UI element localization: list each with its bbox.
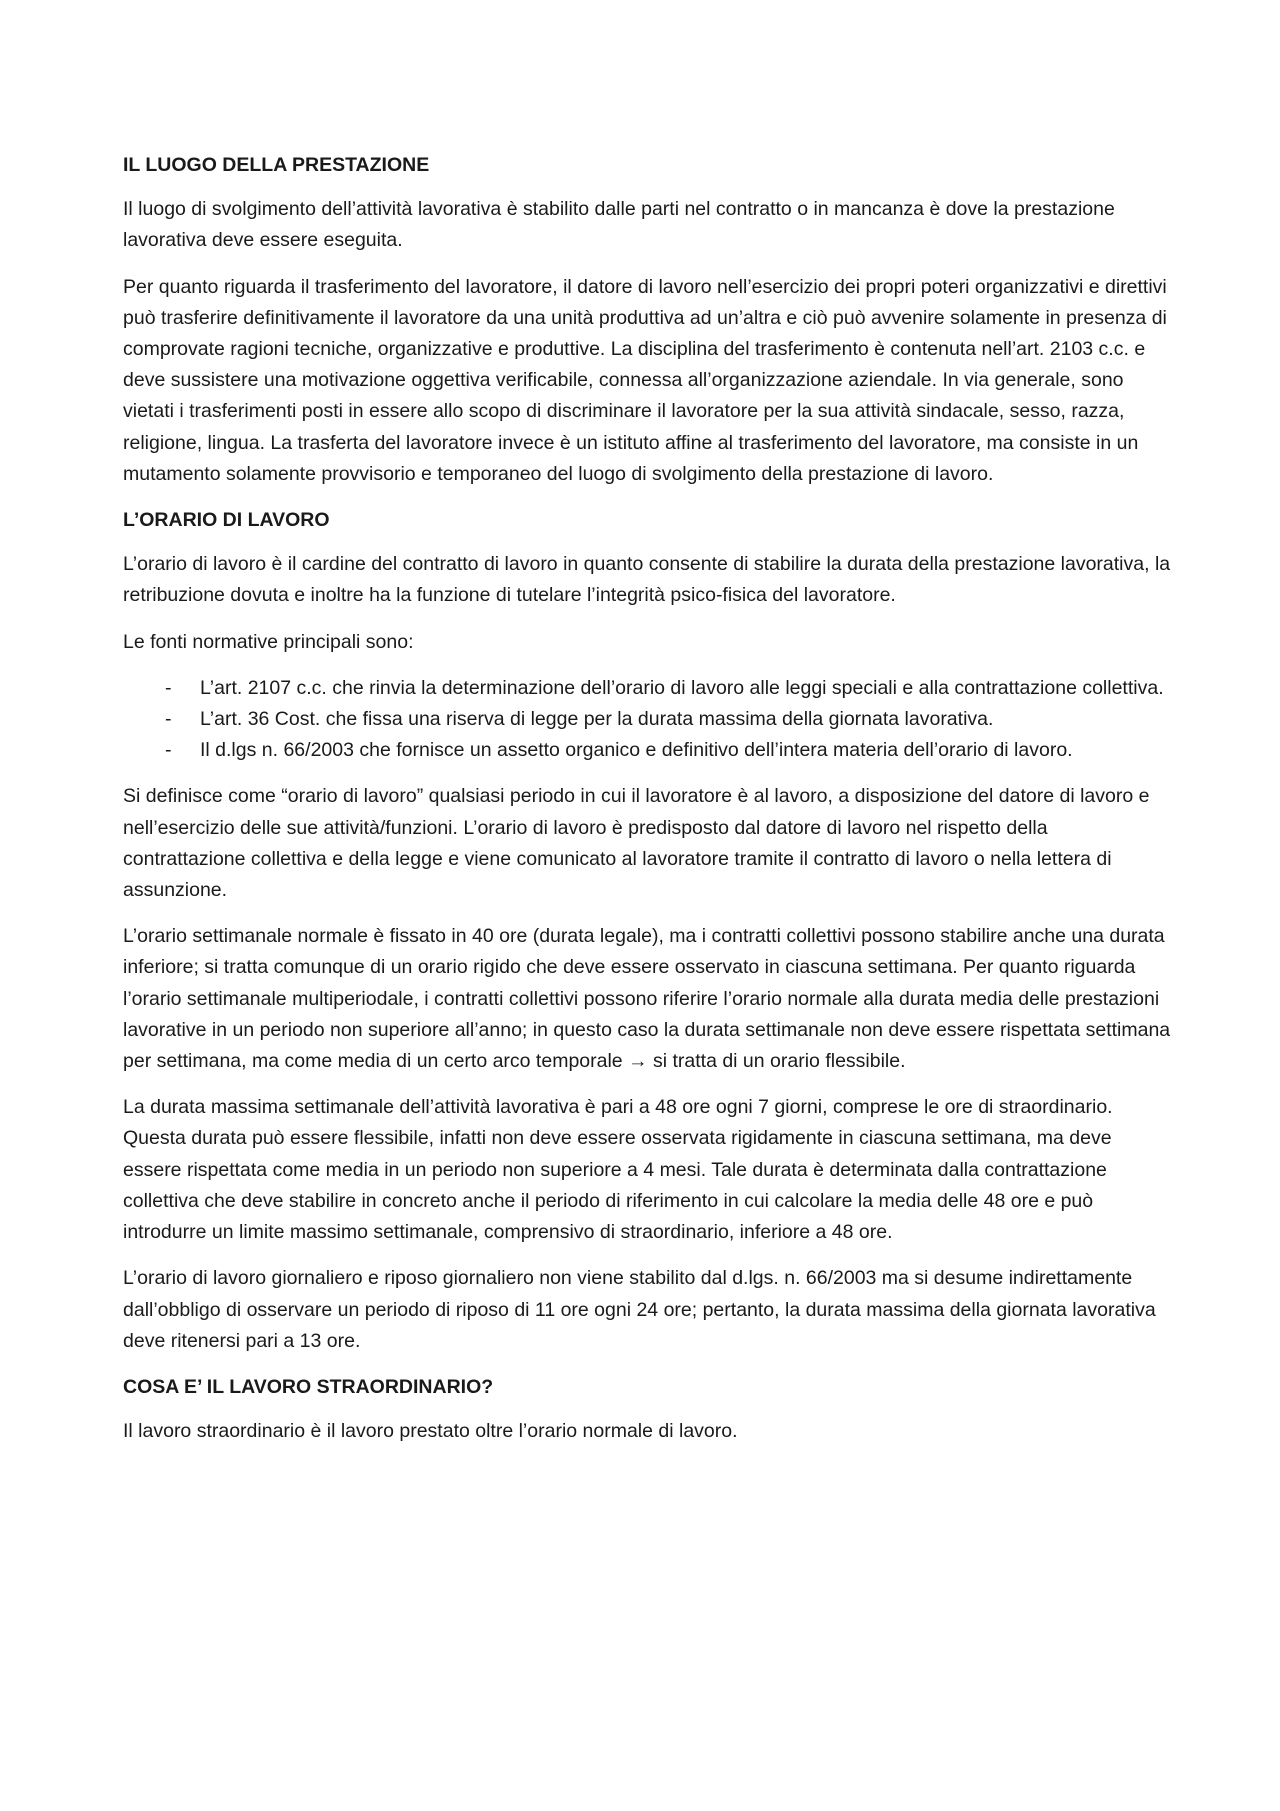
list-item-text: L’art. 2107 c.c. che rinvia la determinazione dell’orario di lavoro alle leggi speciali e alla contrattazione collettiva.	[200, 676, 1164, 699]
list-item	[123, 735, 1173, 766]
list-dash: -	[165, 739, 172, 762]
list-item-text: L’art. 36 Cost. che fissa una riserva di legge per la durata massima della giornata lavorativa.	[200, 708, 994, 731]
paragraph: Per quanto riguarda il trasferimento del lavoratore, il datore di lavoro nell’esercizio dei propri poteri organizzativi e direttivi può trasferire definitivamente il lavoratore da una unità produttiva ad un’altra e ciò può avvenire solamente in presenza di comprovate ragioni tecniche, organizzative e produttive. La disciplina del trasferimento è contenuta nell’art. 2103 c.c. e deve sussistere una motivazione oggettiva verificabile, connessa all’organizzazione aziendale. In via generale, sono vietati i trasferimenti posti in essere allo scopo di discriminare il lavoratore per la sua attività sindacale, sesso, razza, religione, lingua. La trasferta del lavoratore invece è un istituto affine al trasferimento del lavoratore, ma consiste in un mutamento solamente provvisorio e temporaneo del luogo di svolgimento della prestazione di lavoro.	[123, 275, 1167, 485]
paragraph: Il lavoro straordinario è il lavoro prestato oltre l’orario normale di lavoro.	[123, 1420, 738, 1443]
section-heading-straordinario: COSA E’ IL LAVORO STRAORDINARIO?	[123, 1375, 494, 1398]
paragraph: Le fonti normative principali sono:	[123, 630, 414, 653]
sources-list	[123, 673, 1173, 767]
list-dash: -	[165, 676, 172, 699]
paragraph: Si definisce come “orario di lavoro” qualsiasi periodo in cui il lavoratore è al lavoro, a disposizione del datore di lavoro e nell’esercizio delle sue attività/funzioni. L’orario di lavoro è predisposto dal datore di lavoro nel rispetto della contrattazione collettiva e della legge e viene comunicato al lavoratore tramite il contratto di lavoro o nella lettera di assunzione.	[123, 785, 1150, 902]
paragraph: La durata massima settimanale dell’attività lavorativa è pari a 48 ore ogni 7 giorni, comprese le ore di straordinario. Questa durata può essere flessibile, infatti non deve essere osservata rigidamente in ciascuna settimana, ma deve essere rispettata come media in un periodo non superiore a 4 mesi. Tale durata è determinata dalla contrattazione collettiva che deve stabilire in concreto anche il periodo di riferimento in cui calcolare la media delle 48 ore e può introdurre un limite massimo settimanale, comprensivo di straordinario, inferiore a 48 ore.	[123, 1096, 1113, 1244]
section-heading-orario: L’ORARIO DI LAVORO	[123, 509, 330, 532]
list-item	[123, 704, 1173, 735]
list-item-text: Il d.lgs n. 66/2003 che fornisce un assetto organico e definitivo dell’intera materia dell’orario di lavoro.	[200, 739, 1073, 762]
paragraph: Il luogo di svolgimento dell’attività lavorativa è stabilito dalle parti nel contratto o in mancanza è dove la prestazione lavorativa deve essere eseguita.	[123, 198, 1115, 252]
list-item	[123, 673, 1173, 704]
paragraph: L’orario settimanale normale è fissato in 40 ore (durata legale), ma i contratti collettivi possono stabilire anche una durata inferiore; si tratta comunque di un orario rigido che deve essere osservato in ciascuna settimana. Per quanto riguarda l’orario settimanale multiperiodale, i contratti collettivi possono riferire l’orario normale alla durata media delle prestazioni lavorative in un periodo non superiore all’anno; in questo caso la durata settimanale non deve essere rispettata settimana per settimana, ma come media di un certo arco temporale → si tratta di un orario flessibile.	[123, 925, 1171, 1073]
document-page	[123, 150, 1173, 1462]
paragraph: L’orario di lavoro è il cardine del contratto di lavoro in quanto consente di stabilire la durata della prestazione lavorativa, la retribuzione dovuta e inoltre ha la funzione di tutelare l’integrità psico-fisica del lavoratore.	[123, 553, 1171, 607]
section-heading-luogo: IL LUOGO DELLA PRESTAZIONE	[123, 154, 430, 176]
paragraph: L’orario di lavoro giornaliero e riposo giornaliero non viene stabilito dal d.lgs. n. 66/2003 ma si desume indirettamente dall’obbligo di osservare un periodo di riposo di 11 ore ogni 24 ore; pertanto, la durata massima della giornata lavorativa deve ritenersi pari a 13 ore.	[123, 1267, 1156, 1352]
list-dash: -	[165, 708, 172, 731]
